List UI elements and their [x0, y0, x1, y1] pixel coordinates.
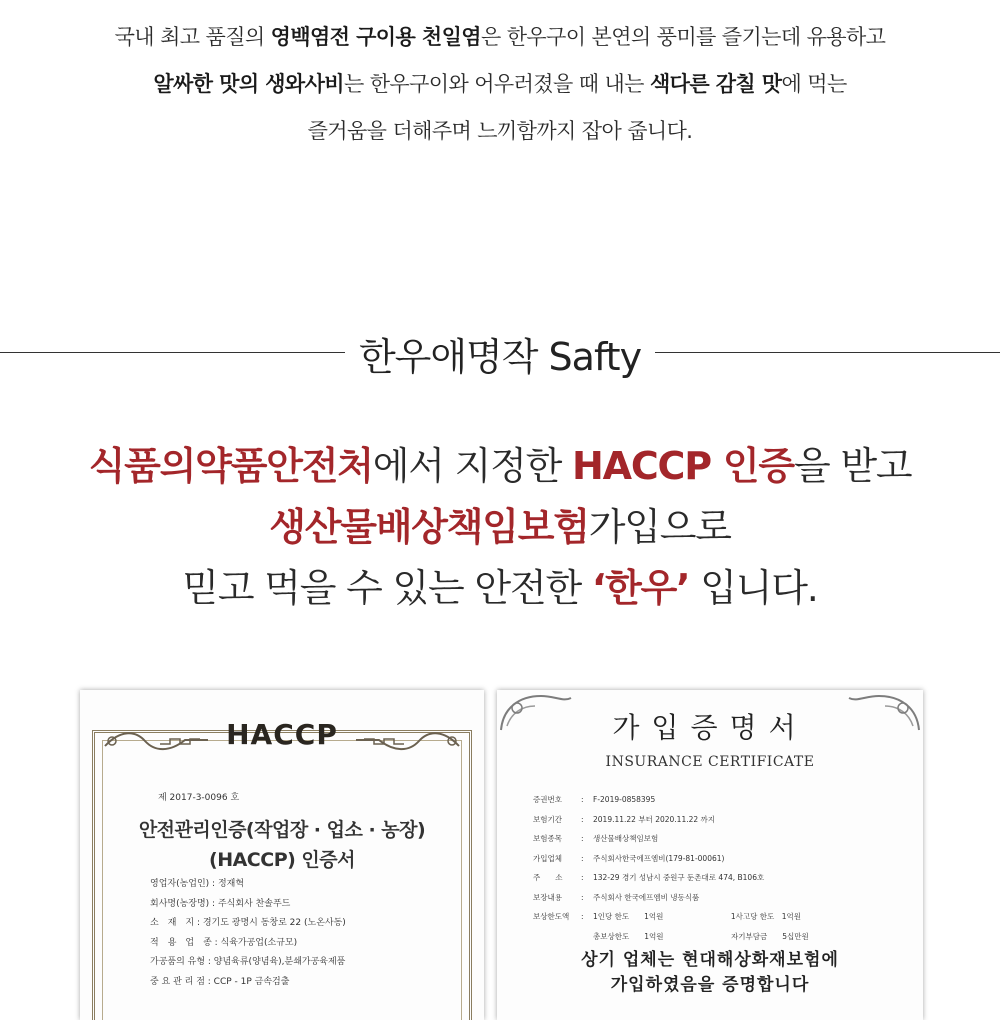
section-title [0, 322, 1000, 382]
detail-value: 주식회사 찬솔푸드 [217, 898, 291, 909]
detail-value: 2019.11.22 부터 2020.11.22 까지 [593, 814, 716, 824]
headline-text: 믿고 먹을 수 있는 안전한 [182, 566, 592, 610]
detail-row: 보험기간 : 2019.11.22 부터 2020.11.22 까지 [533, 810, 809, 830]
detail-label: 보상한도액 [533, 912, 570, 921]
detail-row [533, 927, 809, 947]
headline-text: 가입으로 [588, 505, 731, 549]
detail-value: 주식회사한국에프엠비(179-81-00061) [593, 853, 725, 863]
detail-label: 보장내용 [533, 892, 562, 902]
detail-row [150, 895, 346, 915]
detail-value: 132-29 경기 성남시 중원구 둔촌대로 474, B106호 [593, 873, 765, 882]
certificate-title-line-1: 안전관리인증(작업장 · 업소 · 농장) [138, 819, 426, 841]
haccp-certificate [80, 690, 484, 1020]
intro-text-bold: 색다른 감칠 맛 [649, 72, 782, 96]
intro-text: 은 한우구이 본연의 풍미를 즐기는데 유용하고 [480, 25, 886, 49]
statement-line-2: 가입하였음을 증명합니다 [610, 975, 810, 995]
section-title-text: 한우애명작 Safty [358, 335, 642, 379]
detail-row [150, 875, 346, 895]
intro-line-2 [0, 61, 1000, 108]
certificate-title-line-2: (HACCP) 인증서 [209, 849, 355, 871]
detail-value: 정재혁 [217, 879, 245, 889]
detail-row: 증권번호 : F-2019-0858395 [533, 790, 809, 810]
detail-label: 소 재 지 : [150, 918, 203, 928]
detail-row: 가입업체 : 주식회사한국에프엠비(179-81-00061) [533, 849, 809, 869]
detail-value: 1인당 한도 1억원 1사고당 한도 1억원 [593, 912, 802, 921]
headline-highlight: 식품의약품안전처 [88, 444, 373, 488]
haccp-logo: HACCP [226, 718, 338, 751]
detail-row: 보상한도액 : 1인당 한도 1억원 1사고당 한도 1억원 [533, 907, 809, 927]
detail-label: 보험종목 [533, 834, 562, 843]
detail-value: 총보상한도 1억원 자기부담금 5십만원 [593, 931, 809, 941]
detail-label: 가공품의 유형 : [150, 957, 214, 967]
intro-text: 즐거움을 더해주며 느끼함까지 잡아 줍니다. [307, 119, 693, 143]
detail-label: 증권번호 [533, 795, 562, 804]
certificate-details [150, 875, 346, 992]
detail-value: CCP - 1P 금속검출 [213, 976, 290, 987]
detail-value: 식육가공업(소규모) [220, 937, 298, 948]
detail-label: 중 요 관 리 점 : [150, 976, 214, 987]
headline-line-1 [0, 436, 1000, 497]
headline-text: 입니다. [689, 566, 818, 610]
detail-value: F-2019-0858395 [593, 795, 656, 804]
divider-left [0, 352, 345, 353]
intro-line-3 [0, 108, 1000, 155]
detail-label: 영업자(농업인) : [150, 879, 218, 889]
intro-text: 에 먹는 [781, 72, 847, 96]
insurance-statement [497, 948, 923, 998]
insurance-details [533, 790, 809, 946]
detail-label: 주 소 [533, 873, 563, 882]
detail-label: 보험기간 [533, 814, 562, 824]
headline-text: 을 받고 [793, 444, 912, 488]
detail-value: 양념육류(양념육),분쇄가공육제품 [213, 957, 346, 967]
detail-row [150, 973, 346, 993]
detail-value: 생산물배상책임보험 [593, 834, 659, 843]
intro-text: 는 한우구이와 어우러졌을 때 내는 [343, 72, 650, 96]
statement-line-1: 상기 업체는 현대해상화재보험에 [581, 950, 839, 970]
insurance-title: 가입증명서 [612, 711, 808, 744]
detail-row [150, 934, 346, 954]
intro-text: 국내 최고 품질의 [114, 25, 271, 49]
detail-value: 경기도 광명시 동창로 22 (노온사동) [202, 918, 346, 928]
safety-headline [0, 436, 1000, 619]
insurance-subtitle: INSURANCE CERTIFICATE [605, 754, 815, 770]
detail-row: 보험종목 : 생산물배상책임보험 [533, 829, 809, 849]
headline-highlight: 생산물배상책임보험 [269, 505, 589, 549]
detail-label: 가입업체 [533, 853, 562, 863]
detail-row: 보장내용 : 주식회사 한국에프엠비 냉동식품 [533, 888, 809, 908]
detail-label: 회사명(농장명) : [150, 898, 218, 909]
detail-row: 주 소 : 132-29 경기 성남시 중원구 둔촌대로 474, B106호 [533, 868, 809, 888]
detail-row [150, 953, 346, 973]
certificate-title [80, 815, 484, 875]
intro-paragraph [0, 14, 1000, 155]
headline-text: 에서 지정한 [372, 444, 573, 488]
certificate-number: 제 2017-3-0096 호 [158, 793, 240, 803]
divider-right [655, 352, 1000, 353]
intro-text-bold: 영백염전 구이용 천일염 [270, 25, 481, 49]
headline-highlight: ‘한우’ [591, 566, 690, 610]
headline-line-2 [0, 497, 1000, 558]
detail-label: 적 용 업 종 : [150, 937, 221, 948]
intro-text-bold: 알싸한 맛의 생와사비 [153, 72, 344, 96]
headline-line-3 [0, 558, 1000, 619]
headline-highlight: HACCP 인증 [572, 444, 794, 488]
insurance-certificate [497, 690, 923, 1020]
detail-row [150, 914, 346, 934]
intro-line-1 [0, 14, 1000, 61]
detail-value: 주식회사 한국에프엠비 냉동식품 [593, 892, 700, 902]
